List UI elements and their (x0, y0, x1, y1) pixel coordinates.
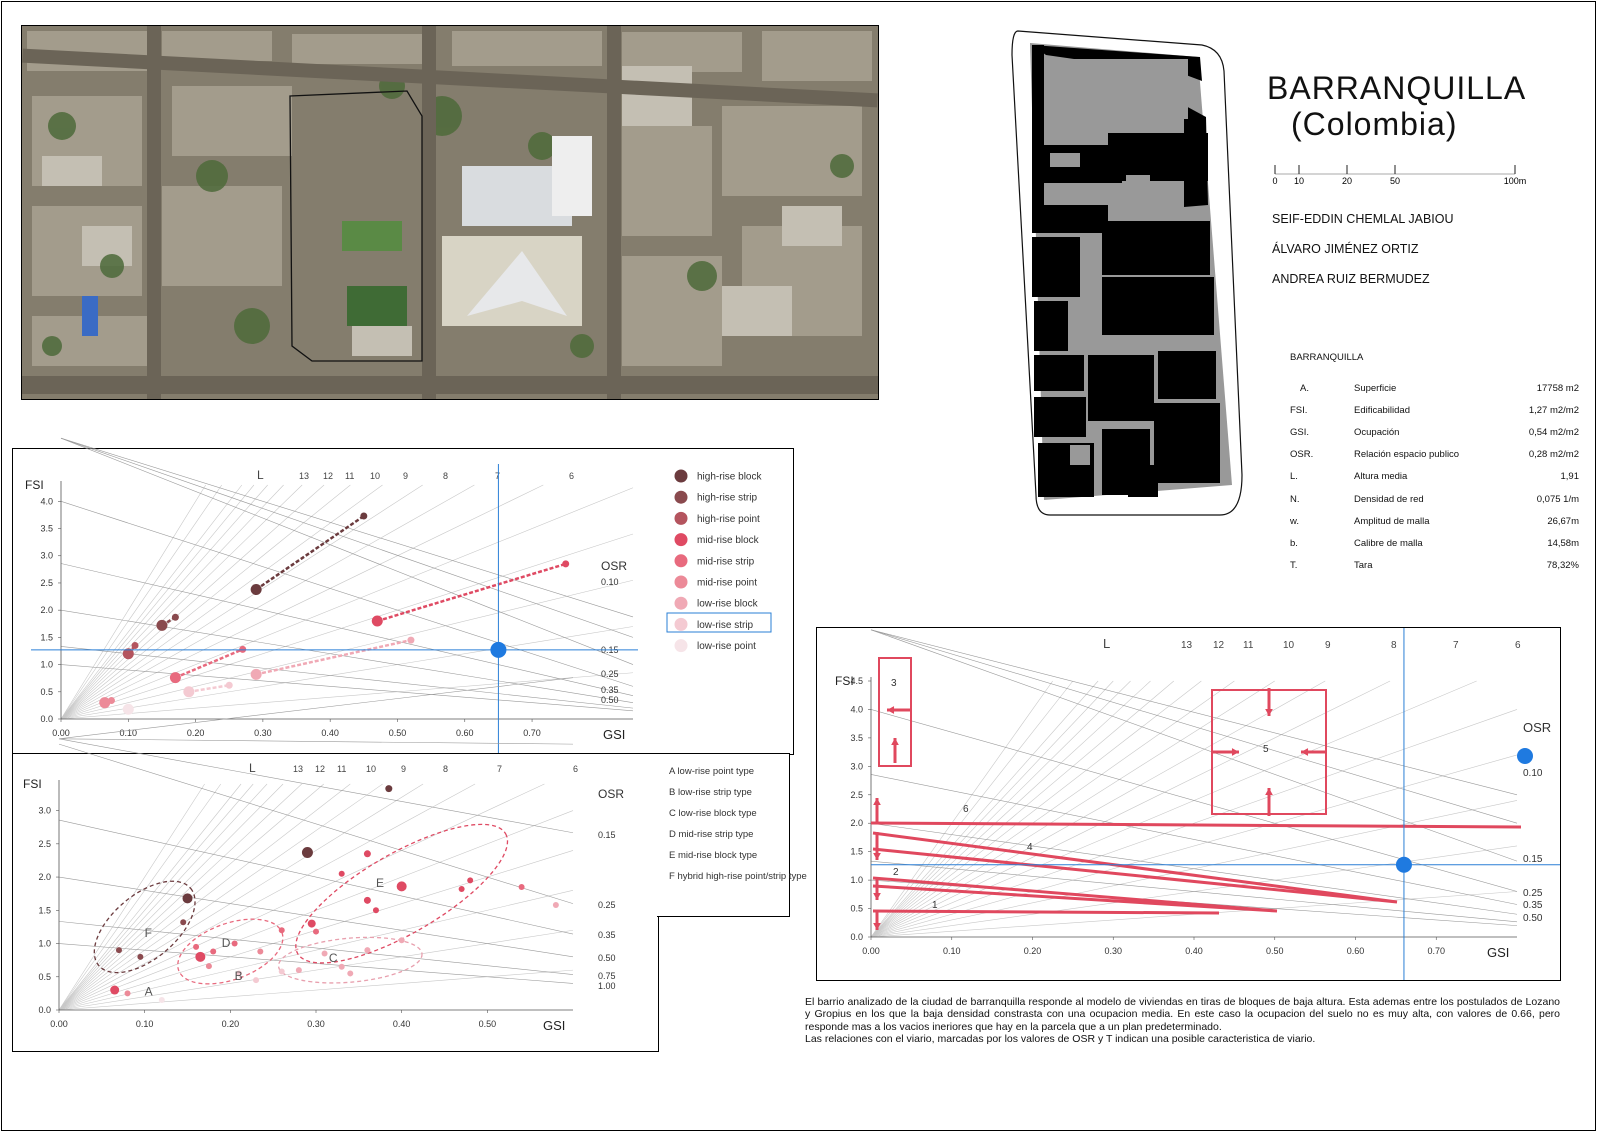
l-label: 12 (315, 764, 326, 774)
author-name: SEIF-EDDIN CHEMLAL JABIOU (1272, 212, 1454, 226)
x-tick-label: 0.40 (392, 1019, 411, 1029)
data-point (132, 642, 139, 649)
data-point (279, 927, 285, 933)
y-tick-label: 3.0 (38, 805, 51, 816)
data-point (407, 637, 414, 644)
legend-label: low-rise strip (697, 619, 754, 631)
stats-label: Amplitud de malla (1354, 515, 1430, 527)
stats-row (1290, 399, 1579, 421)
x-tick-label: 0.00 (52, 728, 70, 738)
cluster-ellipse (169, 906, 292, 996)
data-point (251, 584, 262, 595)
stats-code: FSI. (1290, 404, 1308, 416)
osr-label: OSR (1523, 720, 1552, 735)
data-point (519, 884, 525, 890)
y-tick-label: 0.0 (38, 1005, 51, 1015)
l-line (59, 784, 475, 1010)
legend-swatch (675, 512, 688, 525)
osr-line (59, 944, 573, 984)
l-label: 6 (569, 471, 575, 481)
l-label: 12 (323, 471, 334, 481)
x-axis-title: GSI (543, 1018, 566, 1033)
data-point (193, 944, 199, 950)
osr-label: 0.50 (598, 953, 616, 963)
aerial-photo (21, 25, 879, 400)
l-label: 9 (403, 471, 409, 481)
y-axis-title: FSI (23, 777, 42, 791)
series-line (256, 516, 364, 589)
description-paragraph: Las relaciones con el viario, marcadas por los valores de OSR y T indican una posible caracteristica de viario. (805, 1033, 1316, 1046)
arrow-head (873, 853, 881, 860)
chart-1-panel (12, 448, 794, 755)
data-point (159, 997, 165, 1003)
stats-panel (1290, 352, 1579, 577)
y-tick-label: 2.5 (850, 789, 863, 800)
zone-line (873, 911, 1219, 913)
l-line (59, 784, 302, 1010)
data-point (108, 697, 115, 704)
y-tick-label: 0.0 (40, 714, 53, 724)
country-name: (Colombia) (1291, 106, 1458, 142)
legend-swatch (675, 597, 688, 610)
l-label: 13 (1181, 640, 1193, 651)
stats-table (1290, 377, 1579, 577)
author-name: ÁLVARO JIMÉNEZ ORTIZ (1272, 242, 1419, 256)
data-point (467, 877, 473, 883)
stats-value: 0,54 m2/m2 (1528, 426, 1579, 438)
l-label: L (1103, 636, 1111, 651)
l-label: 8 (443, 764, 449, 774)
arrow-head (1265, 788, 1273, 795)
stats-code: T. (1290, 560, 1298, 572)
l-line (59, 784, 221, 1010)
stats-value: 0,075 1/m (1536, 493, 1579, 505)
y-tick-label: 4.0 (850, 704, 863, 715)
legend-swatch (675, 470, 688, 483)
stats-heading: BARRANQUILLA (1290, 352, 1364, 363)
arrow-head (887, 706, 894, 714)
legend-label: E mid-rise block type (669, 850, 758, 861)
stats-value: 0,28 m2/m2 (1528, 449, 1579, 461)
zone-label: 2 (893, 867, 899, 878)
data-point (156, 620, 167, 631)
legend-swatch (675, 576, 688, 589)
legend-swatch (675, 491, 688, 504)
chart-3 (817, 628, 1560, 980)
x-tick-label: 0.20 (186, 728, 205, 738)
data-point (339, 964, 345, 970)
osr-label: 0.15 (601, 645, 619, 655)
legend-swatch (675, 554, 688, 567)
x-tick-label: 0.50 (388, 728, 407, 738)
data-point (364, 897, 371, 904)
osr-label: 0.25 (1523, 888, 1543, 899)
osr-marker-point (1517, 748, 1533, 764)
l-label: 8 (1391, 640, 1397, 651)
legend-label: B low-rise strip type (669, 787, 752, 798)
chart-2 (13, 754, 658, 1051)
y-tick-label: 4.5 (850, 676, 863, 686)
chart-1 (13, 449, 793, 754)
l-line (59, 970, 573, 1010)
data-point (195, 952, 205, 962)
data-point (183, 893, 193, 903)
stats-code: GSI. (1290, 426, 1310, 438)
l-label: 7 (497, 764, 503, 774)
legend-label: low-rise block (697, 598, 758, 610)
data-point (172, 614, 179, 621)
l-line (61, 485, 222, 719)
scale-label: 50 (1389, 176, 1401, 186)
osr-line (59, 739, 573, 833)
x-tick-label: 0.30 (254, 728, 272, 738)
data-point (364, 947, 370, 953)
x-tick-label: 0.60 (1346, 946, 1365, 956)
data-point (279, 968, 285, 974)
arrow-head (1265, 709, 1273, 716)
data-point (110, 986, 119, 995)
x-tick-label: 0.70 (1427, 946, 1446, 956)
l-label: 11 (337, 764, 347, 774)
y-tick-label: 3.5 (850, 732, 863, 743)
l-line (59, 784, 253, 1010)
stats-row (1290, 466, 1579, 488)
author-name: ANDREA RUIZ BERMUDEZ (1272, 272, 1430, 286)
y-tick-label: 0.5 (40, 686, 53, 697)
data-point (360, 513, 367, 520)
x-tick-label: 0.10 (942, 946, 961, 956)
osr-line (61, 665, 633, 711)
l-line (61, 485, 423, 719)
data-point (116, 947, 122, 953)
figure-ground-graphic (1010, 25, 1250, 520)
data-point (170, 672, 181, 683)
y-tick-label: 3.0 (850, 761, 863, 772)
l-label: 10 (370, 471, 381, 481)
stats-code: A. (1300, 382, 1309, 394)
y-tick-label: 4.0 (40, 496, 53, 507)
scale-label: 100m (1503, 176, 1527, 186)
osr-label: 0.25 (598, 900, 616, 910)
l-line (59, 784, 241, 1010)
y-tick-label: 0.0 (850, 932, 863, 942)
l-line (61, 485, 242, 719)
y-tick-label: 0.5 (38, 971, 51, 982)
l-label: 12 (1213, 640, 1225, 651)
x-tick-label: 0.20 (1023, 946, 1042, 956)
osr-label: OSR (601, 559, 628, 573)
stats-label: Altura media (1354, 471, 1408, 483)
chart-2-panel (12, 753, 659, 1052)
zone-label: 5 (1263, 744, 1269, 755)
osr-label: 0.25 (601, 669, 619, 679)
l-line (61, 626, 633, 719)
y-tick-label: 3.0 (40, 550, 53, 561)
l-label: 11 (345, 471, 355, 481)
stats-value: 26,67m (1547, 515, 1579, 527)
osr-label: 0.75 (598, 971, 616, 981)
data-point (364, 850, 371, 857)
data-point (123, 704, 134, 715)
l-line (61, 485, 284, 719)
osr-label: 0.35 (1523, 900, 1543, 911)
scale-label: 20 (1341, 176, 1353, 186)
y-tick-label: 1.0 (38, 938, 51, 949)
stats-value: 1,27 m2/m2 (1528, 404, 1579, 416)
cluster-label: B (234, 969, 243, 984)
l-label: 13 (299, 471, 310, 481)
osr-label: 0.50 (1523, 913, 1543, 924)
data-point (562, 560, 569, 567)
data-point (137, 954, 143, 960)
x-tick-label: 0.50 (1265, 946, 1284, 956)
y-tick-label: 3.5 (40, 523, 53, 534)
chart-2-legend-panel (657, 753, 807, 917)
scale-label: 0 (1272, 176, 1278, 186)
data-point (210, 949, 216, 955)
l-line (61, 485, 268, 719)
description-paragraph: El barrio analizado de la ciudad de barranquilla responde al modelo de viviendas en tiras de bloques de baja altura. Esta ademas entre los postulados de Lozano y Gropius en los que la baja densidad constrasta con una ocupacion media. En este caso la ocupacion del suelo no es muy alta, con valores de 0.66, pero responde mas a los vacios ineriores que hay en la parcela que a un plan predeterminado. (805, 996, 1560, 1033)
osr-label: 0.15 (1523, 854, 1543, 865)
scale-bar (1267, 160, 1537, 190)
x-tick-label: 0.00 (50, 1019, 68, 1029)
osr-label: 1.00 (598, 981, 616, 991)
legend-label: F hybrid high-rise point/strip type (669, 871, 807, 882)
data-point (253, 977, 259, 983)
data-point (180, 919, 186, 925)
arrow-head (891, 738, 899, 745)
stats-label: Densidad de red (1354, 493, 1424, 505)
data-point (322, 951, 328, 957)
osr-line (61, 564, 633, 696)
l-label: 6 (573, 764, 579, 774)
data-point (308, 920, 316, 928)
data-point (385, 785, 392, 792)
legend-label: mid-rise point (697, 577, 758, 589)
x-tick-label: 0.00 (862, 946, 880, 956)
y-tick-label: 0.5 (850, 903, 863, 914)
cluster-label: A (144, 984, 153, 999)
l-line (59, 930, 573, 1010)
l-line (61, 488, 633, 719)
l-line (61, 485, 383, 719)
x-tick-label: 0.40 (1185, 946, 1203, 956)
l-label: 10 (1283, 640, 1295, 651)
stats-row (1290, 444, 1579, 466)
data-point (226, 682, 233, 689)
zone-label: 4 (1027, 842, 1033, 853)
x-axis-title: GSI (603, 727, 626, 742)
stats-code: w. (1290, 515, 1299, 527)
stats-value: 78,32% (1546, 560, 1579, 572)
arrow-head (873, 893, 881, 900)
data-point (232, 941, 238, 947)
l-label: 9 (1325, 640, 1331, 651)
cluster-label: D (221, 935, 231, 950)
l-line (61, 485, 302, 719)
data-point (459, 886, 465, 892)
l-label: 7 (495, 471, 501, 481)
y-tick-label: 1.5 (40, 632, 53, 643)
l-label: L (249, 761, 256, 775)
figure-ground-plan (1010, 25, 1250, 525)
cluster-label: F (144, 925, 153, 940)
l-label: 6 (1515, 640, 1521, 651)
x-tick-label: 0.60 (455, 728, 474, 738)
legend-label: low-rise point (697, 641, 756, 653)
city-name: BARRANQUILLA (1267, 70, 1527, 106)
stats-label: Ocupación (1354, 426, 1400, 438)
x-tick-label: 0.10 (119, 728, 138, 738)
authors-list (1272, 204, 1454, 294)
legend-swatch (675, 533, 688, 546)
stats-label: Tara (1354, 560, 1373, 572)
l-line (61, 673, 633, 719)
x-tick-label: 0.70 (523, 728, 541, 738)
l-label: L (257, 468, 264, 482)
l-label: 7 (1453, 640, 1459, 651)
y-axis-title: FSI (25, 478, 44, 492)
l-line (59, 784, 383, 1010)
osr-label: 0.10 (601, 577, 619, 587)
data-point (399, 937, 405, 943)
osr-label: 0.35 (598, 930, 616, 940)
stats-row (1290, 377, 1579, 399)
data-point (553, 902, 559, 908)
data-point (206, 963, 212, 969)
stats-row (1290, 421, 1579, 443)
l-label: 11 (1243, 640, 1254, 651)
data-point (397, 881, 407, 891)
y-tick-label: 2.0 (38, 872, 51, 883)
data-point (347, 970, 353, 976)
stats-code: N. (1290, 493, 1300, 505)
data-point (339, 871, 345, 877)
osr-line (871, 630, 1517, 795)
legend-swatch (675, 618, 688, 631)
data-point (302, 847, 313, 858)
cluster-label: C (328, 951, 338, 966)
aerial-photo-graphic (22, 26, 878, 399)
y-tick-label: 1.5 (850, 846, 863, 857)
l-line (61, 534, 633, 719)
stats-code: b. (1290, 537, 1298, 549)
legend-label: mid-rise block (697, 535, 759, 547)
chart-3-panel (816, 627, 1561, 981)
x-tick-label: 0.30 (1104, 946, 1123, 956)
legend-label: high-rise block (697, 471, 762, 483)
data-point (257, 949, 263, 955)
page-title (1267, 70, 1526, 142)
y-axis-title: FSI (835, 674, 854, 688)
stats-label: Relación espacio publico (1354, 449, 1460, 461)
x-tick-label: 0.40 (321, 728, 339, 738)
legend-label: C low-rise block type (669, 808, 757, 819)
data-point (125, 990, 131, 996)
arrow-head (873, 798, 881, 805)
x-tick-label: 0.20 (221, 1019, 240, 1029)
data-point (373, 907, 379, 913)
y-tick-label: 2.5 (40, 577, 53, 588)
legend-label: D mid-rise strip type (669, 829, 754, 840)
y-tick-label: 1.0 (850, 875, 863, 886)
l-label: 8 (443, 471, 449, 481)
zone-label: 3 (891, 678, 897, 689)
legend-label: A low-rise point type (669, 766, 755, 777)
description (805, 996, 1560, 1046)
stats-label: Edificabilidad (1354, 404, 1410, 416)
zone-label: 1 (932, 900, 938, 911)
data-point (251, 669, 262, 680)
data-point (183, 686, 194, 697)
legend-label: mid-rise strip (697, 556, 755, 568)
l-line (59, 784, 283, 1010)
scale-label: 10 (1293, 176, 1305, 186)
stats-row (1290, 555, 1579, 577)
stats-value: 1,91 (1560, 471, 1579, 483)
scale-bar-graphic (1267, 160, 1537, 190)
y-tick-label: 2.0 (850, 818, 863, 829)
l-label: 10 (366, 764, 377, 774)
x-tick-label: 0.30 (307, 1019, 325, 1029)
data-point (296, 967, 302, 973)
marker-point (1396, 857, 1412, 873)
osr-label: OSR (598, 787, 625, 801)
l-line (61, 485, 324, 719)
stats-value: 14,58m (1547, 537, 1579, 549)
legend-label: high-rise strip (697, 492, 758, 504)
stats-code: L. (1290, 471, 1298, 483)
osr-label: 0.50 (601, 695, 619, 705)
arrow-head (1232, 748, 1239, 756)
x-tick-label: 0.50 (478, 1019, 497, 1029)
data-point (239, 646, 246, 653)
stats-value: 17758 m2 (1536, 382, 1579, 394)
y-tick-label: 2.5 (38, 838, 51, 849)
x-axis-title: GSI (1487, 945, 1510, 960)
l-line (871, 681, 1201, 937)
osr-label: 0.10 (1523, 768, 1543, 779)
stats-code: OSR. (1290, 449, 1314, 461)
data-point (313, 929, 319, 935)
stats-label: Superficie (1354, 382, 1397, 394)
l-label: 9 (401, 764, 407, 774)
legend-swatch (675, 639, 688, 652)
stats-row (1290, 532, 1579, 554)
chart-2-legend (657, 754, 807, 916)
y-tick-label: 2.0 (40, 605, 53, 616)
l-label: 13 (293, 764, 304, 774)
marker-point (490, 642, 506, 658)
cluster-label: E (375, 876, 384, 891)
data-point (372, 616, 383, 627)
osr-label: 0.15 (598, 830, 616, 840)
legend-label: high-rise point (697, 513, 760, 525)
stats-row (1290, 510, 1579, 532)
zone-label: 6 (963, 804, 969, 815)
y-tick-label: 1.0 (40, 659, 53, 670)
y-tick-label: 1.5 (38, 905, 51, 916)
stats-row (1290, 488, 1579, 510)
osr-label: 0.35 (601, 685, 619, 695)
cluster-ellipse (278, 799, 526, 988)
stats-label: Calibre de malla (1354, 537, 1423, 549)
zone-line (871, 823, 1521, 827)
l-line (61, 485, 254, 719)
x-tick-label: 0.10 (135, 1019, 154, 1029)
